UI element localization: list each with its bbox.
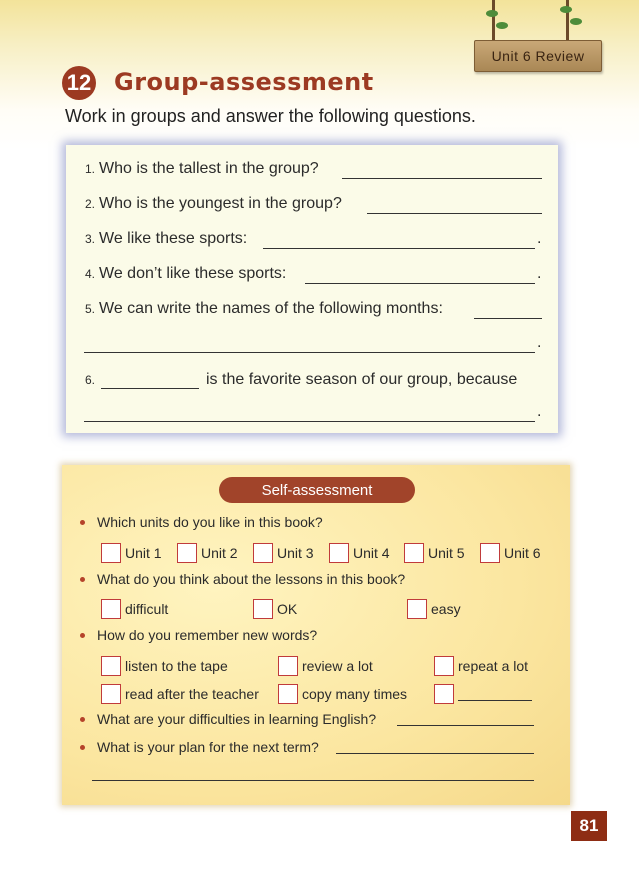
self-question-5: What is your plan for the next term?: [97, 739, 319, 755]
checkbox-copy[interactable]: [278, 684, 298, 704]
sign-rope-left: [492, 0, 495, 42]
other-method-line[interactable]: [458, 700, 532, 701]
question-3: 3. We like these sports:: [85, 230, 248, 247]
question-6: is the favorite season of our group, because: [206, 371, 518, 388]
listen-label: listen to the tape: [125, 658, 228, 674]
checkbox-ok[interactable]: [253, 599, 273, 619]
period: .: [537, 265, 542, 282]
question-2: 2. Who is the youngest in the group?: [85, 195, 342, 212]
answer-line-1[interactable]: [342, 178, 542, 179]
answer-line-2[interactable]: [367, 213, 542, 214]
ok-label: OK: [277, 601, 298, 617]
self-question-1: Which units do you like in this book?: [97, 514, 323, 530]
checkbox-difficult[interactable]: [101, 599, 121, 619]
answer-line-4[interactable]: [305, 283, 535, 284]
checkbox-easy[interactable]: [407, 599, 427, 619]
unit-2-label: Unit 2: [201, 545, 238, 561]
checkbox-unit-5[interactable]: [404, 543, 424, 563]
self-question-2: What do you think about the lessons in this book?: [97, 571, 406, 587]
leaf-icon: [560, 6, 572, 13]
unit-5-label: Unit 5: [428, 545, 465, 561]
checkbox-unit-6[interactable]: [480, 543, 500, 563]
answer-line-3[interactable]: [263, 248, 535, 249]
difficulties-line[interactable]: [397, 725, 534, 726]
unit-review-sign: Unit 6 Review: [474, 40, 602, 72]
bullet-icon: [80, 717, 85, 722]
checkbox-other[interactable]: [434, 684, 454, 704]
plan-line-1[interactable]: [336, 753, 534, 754]
self-assessment-title: Self-assessment: [219, 477, 415, 503]
unit-6-label: Unit 6: [504, 545, 541, 561]
checkbox-unit-4[interactable]: [329, 543, 349, 563]
checkbox-unit-2[interactable]: [177, 543, 197, 563]
easy-label: easy: [431, 601, 461, 617]
checkbox-unit-3[interactable]: [253, 543, 273, 563]
leaf-icon: [570, 18, 582, 25]
answer-line-6b[interactable]: [84, 421, 535, 422]
checkbox-read-after[interactable]: [101, 684, 121, 704]
checkbox-repeat[interactable]: [434, 656, 454, 676]
checkbox-unit-1[interactable]: [101, 543, 121, 563]
read-after-label: read after the teacher: [125, 686, 259, 702]
question-6-number: 6.: [85, 373, 96, 387]
period: .: [537, 334, 542, 351]
unit-1-label: Unit 1: [125, 545, 162, 561]
question-5: 5. We can write the names of the following months:: [85, 300, 443, 317]
plan-line-2[interactable]: [92, 780, 534, 781]
period: .: [537, 230, 542, 247]
leaf-icon: [486, 10, 498, 17]
copy-label: copy many times: [302, 686, 408, 702]
leaf-icon: [496, 22, 508, 29]
question-4: 4. We don’t like these sports:: [85, 265, 287, 282]
period: .: [537, 403, 542, 420]
answer-line-5b[interactable]: [84, 352, 535, 353]
bullet-icon: [80, 577, 85, 582]
answer-line-5a[interactable]: [474, 318, 542, 319]
checkbox-review[interactable]: [278, 656, 298, 676]
page-number: 81: [571, 811, 607, 841]
repeat-label: repeat a lot: [458, 658, 529, 674]
section-number-badge: 12: [62, 66, 96, 100]
bullet-icon: [80, 520, 85, 525]
group-questions-panel: [66, 145, 558, 433]
unit-4-label: Unit 4: [353, 545, 390, 561]
section-title: Group-assessment: [114, 68, 374, 96]
difficult-label: difficult: [125, 601, 169, 617]
instruction-text: Work in groups and answer the following questions.: [65, 106, 476, 126]
checkbox-listen[interactable]: [101, 656, 121, 676]
bullet-icon: [80, 745, 85, 750]
question-1: 1. Who is the tallest in the group?: [85, 160, 319, 177]
self-question-4: What are your difficulties in learning English?: [97, 711, 377, 727]
bullet-icon: [80, 633, 85, 638]
self-question-3: How do you remember new words?: [97, 627, 318, 643]
answer-line-6a[interactable]: [101, 388, 199, 389]
unit-3-label: Unit 3: [277, 545, 314, 561]
review-label: review a lot: [302, 658, 373, 674]
